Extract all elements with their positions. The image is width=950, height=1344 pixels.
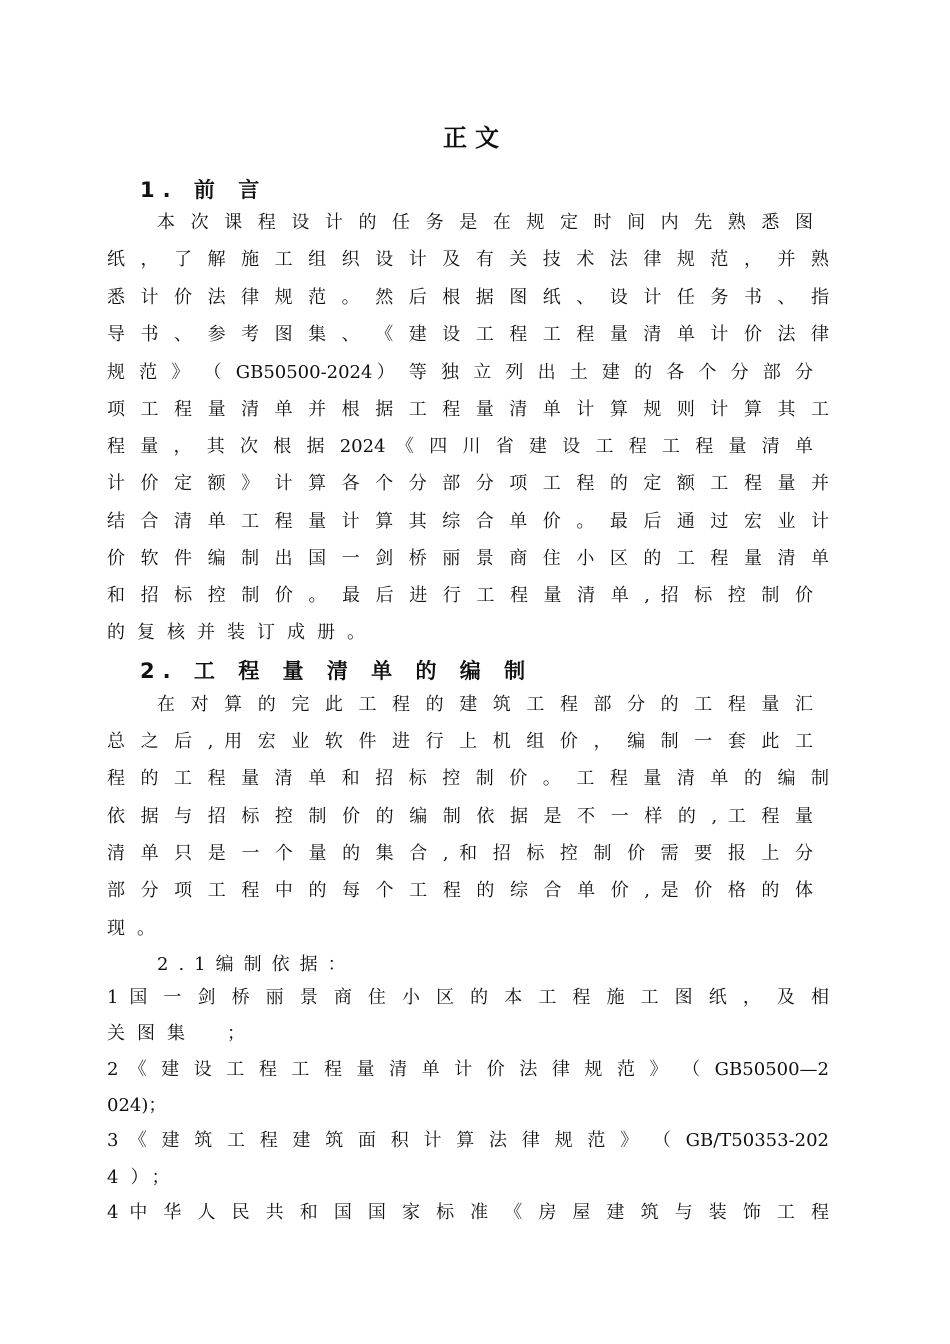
- list-item: 2 《 建 设 工 程 工 程 量 清 单 计 价 法 律 规 范 》 （ GB50500—2: [107, 1059, 829, 1080]
- paragraph-line: 价 软 件 编 制 出 国 一 剑 桥 丽 景 商 住 小 区 的 工 程 量 清 单: [107, 548, 829, 569]
- list-item: 4）；: [107, 1167, 182, 1188]
- section-heading-bill-of-quantities: 2. 工 程 量 清 单 的 编 制: [140, 659, 534, 683]
- paragraph-line: 本 次 课 程 设 计 的 任 务 是 在 规 定 时 间 内 先 熟 悉 图: [157, 212, 813, 233]
- sub-heading-basis: 2.1编制依据：: [157, 954, 356, 975]
- paragraph-line: 导 书 、 参 考 图 集 、 《 建 设 工 程 工 程 量 清 单 计 价 法 律: [107, 324, 829, 345]
- section-heading-preface: 1. 前 言: [140, 178, 268, 202]
- paragraph-line: 部 分 项 工 程 中 的 每 个 工 程 的 综 合 单 价 , 是 价 格 的 体: [107, 880, 813, 901]
- paragraph-line: 和 招 标 控 制 价 。 最 后 进 行 工 程 量 清 单 , 招 标 控 制 价: [107, 585, 813, 606]
- paragraph-line: 规 范 》 （ GB50500-2024） 等 独 立 列 出 土 建 的 各 个 分 部 分: [107, 362, 813, 383]
- paragraph-line: 纸 ， 了 解 施 工 组 织 设 计 及 有 关 技 术 法 律 规 范 ， 并 熟: [107, 249, 829, 270]
- list-item: 4 中 华 人 民 共 和 国 国 家 标 准 《 房 屋 建 筑 与 装 饰 工 程: [107, 1202, 829, 1223]
- paragraph-line: 计 价 定 额 》 计 算 各 个 分 部 分 项 工 程 的 定 额 工 程 量 并: [107, 473, 829, 494]
- paragraph-line: 现。: [107, 918, 167, 939]
- list-item: 1 国 一 剑 桥 丽 景 商 住 小 区 的 本 工 程 施 工 图 纸 ， 及 相: [107, 987, 829, 1008]
- paragraph-line: 在 对 算 的 完 此 工 程 的 建 筑 工 程 部 分 的 工 程 量 汇: [157, 694, 813, 715]
- paragraph-line: 悉 计 价 法 律 规 范 。 然 后 根 据 图 纸 、 设 计 任 务 书 、 指: [107, 287, 829, 308]
- paragraph-line: 程 量 ， 其 次 根 据 2024 《 四 川 省 建 设 工 程 工 程 量 清 单: [107, 436, 813, 457]
- list-item: 024)；: [107, 1095, 167, 1116]
- paragraph-line: 项 工 程 量 清 单 并 根 据 工 程 量 清 单 计 算 规 则 计 算 其 工: [107, 399, 829, 420]
- paragraph-line: 清 单 只 是 一 个 量 的 集 合 , 和 招 标 控 制 价 需 要 报 上 分: [107, 843, 813, 864]
- list-item: 关图集 ；: [107, 1023, 257, 1044]
- paragraph-line: 总 之 后 , 用 宏 业 软 件 进 行 上 机 组 价 ， 编 制 一 套 此 工: [107, 731, 813, 752]
- paragraph-line: 结 合 清 单 工 程 量 计 算 其 综 合 单 价 。 最 后 通 过 宏 业 计: [107, 511, 829, 532]
- list-item: 3 《 建 筑 工 程 建 筑 面 积 计 算 法 律 规 范 》 （ GB/T50353-202: [107, 1130, 829, 1151]
- paragraph-line: 依 据 与 招 标 控 制 价 的 编 制 依 据 是 不 一 样 的 , 工 程 量: [107, 806, 813, 827]
- paragraph-line: 程 的 工 程 量 清 单 和 招 标 控 制 价 。 工 程 量 清 单 的 编 制: [107, 768, 829, 789]
- paragraph-line: 的复核并装订成册。: [107, 622, 377, 643]
- page-title: 正文: [443, 124, 507, 152]
